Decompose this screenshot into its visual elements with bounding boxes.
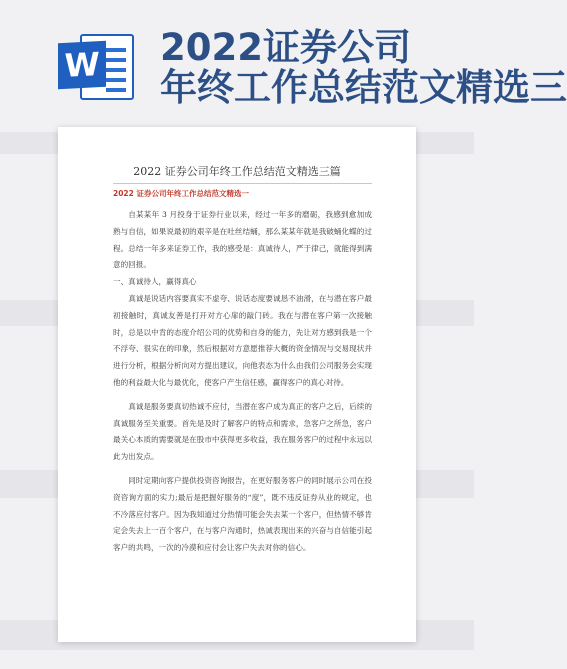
- paragraph-intro: 自某某年 3 月投身于证券行业以来，经过一年多的磨砺，我感到愈加成熟与自信，如果说最初的艰辛是在吐丝结蛹，那么某某年就是我破蛹化蝶的过程。总结一年多来证券工作，我的感受是：真诚待人，严于律己，就能得到满意的回报。: [113, 210, 372, 270]
- paragraph-body: 真诚是说话内容要真实不虚夸、说话态度要诚恳不油滑，在与潜在客户最初接触时，真诚友善是打开对方心扉的敲门砖。我在与潜在客户第一次接触时，总是以中肯的态度介绍公司的优势和自身的能力，先让对方感到我是一个不浮夸、很实在的印象，然后根据对方意愿推荐大概的资金情况与交易现状并进行分析，根据分析向对方提出建议，向他表态为什么由我们公司服务会实现他的利益最大化与最优化，使客户产生信任感，赢得客户的真心对待。: [113, 293, 372, 387]
- document-body: [113, 207, 372, 557]
- paragraph-body: 同时定期向客户提供投资咨询报告，在更好服务客户的同时展示公司在投资咨询方面的实力;最后是把握好服务的“度”，既不违反证券从业的规定，也不冷落应付客户。因为我知道过分热情可能会失去某一个客户，但热情不够肯定会失去上一百个客户，在与客户沟通时，热诚表现出来的兴奋与自信能引起客户的共鸣，一次的冷漠和应付会让客户失去对你的信心。: [113, 475, 372, 553]
- cover-title-line2: 年终工作总结范文精选三: [160, 66, 567, 109]
- cover-title: [160, 26, 567, 109]
- section-heading: 一、真诚待人，赢得真心: [113, 277, 197, 287]
- document-page: [58, 127, 416, 642]
- section-subtitle: 2022 证券公司年终工作总结范文精选一: [113, 189, 249, 198]
- word-badge-letter: W: [58, 41, 106, 90]
- word-icon: [58, 30, 134, 100]
- document-title: 2022 证券公司年终工作总结范文精选三篇: [133, 165, 341, 178]
- cover-title-line1: 2022证券公司: [160, 26, 411, 69]
- paragraph-body: 真诚是服务要真切热诚不应付，当潜在客户成为真正的客户之后，后续的真诚服务至关重要。首先是及时了解客户的特点和需求，急客户之所急，客户最关心本质的需要就是在股市中获得更多收益，我在服务客户的过程中永远以此为出发点。: [113, 401, 372, 462]
- title-divider: [113, 183, 372, 184]
